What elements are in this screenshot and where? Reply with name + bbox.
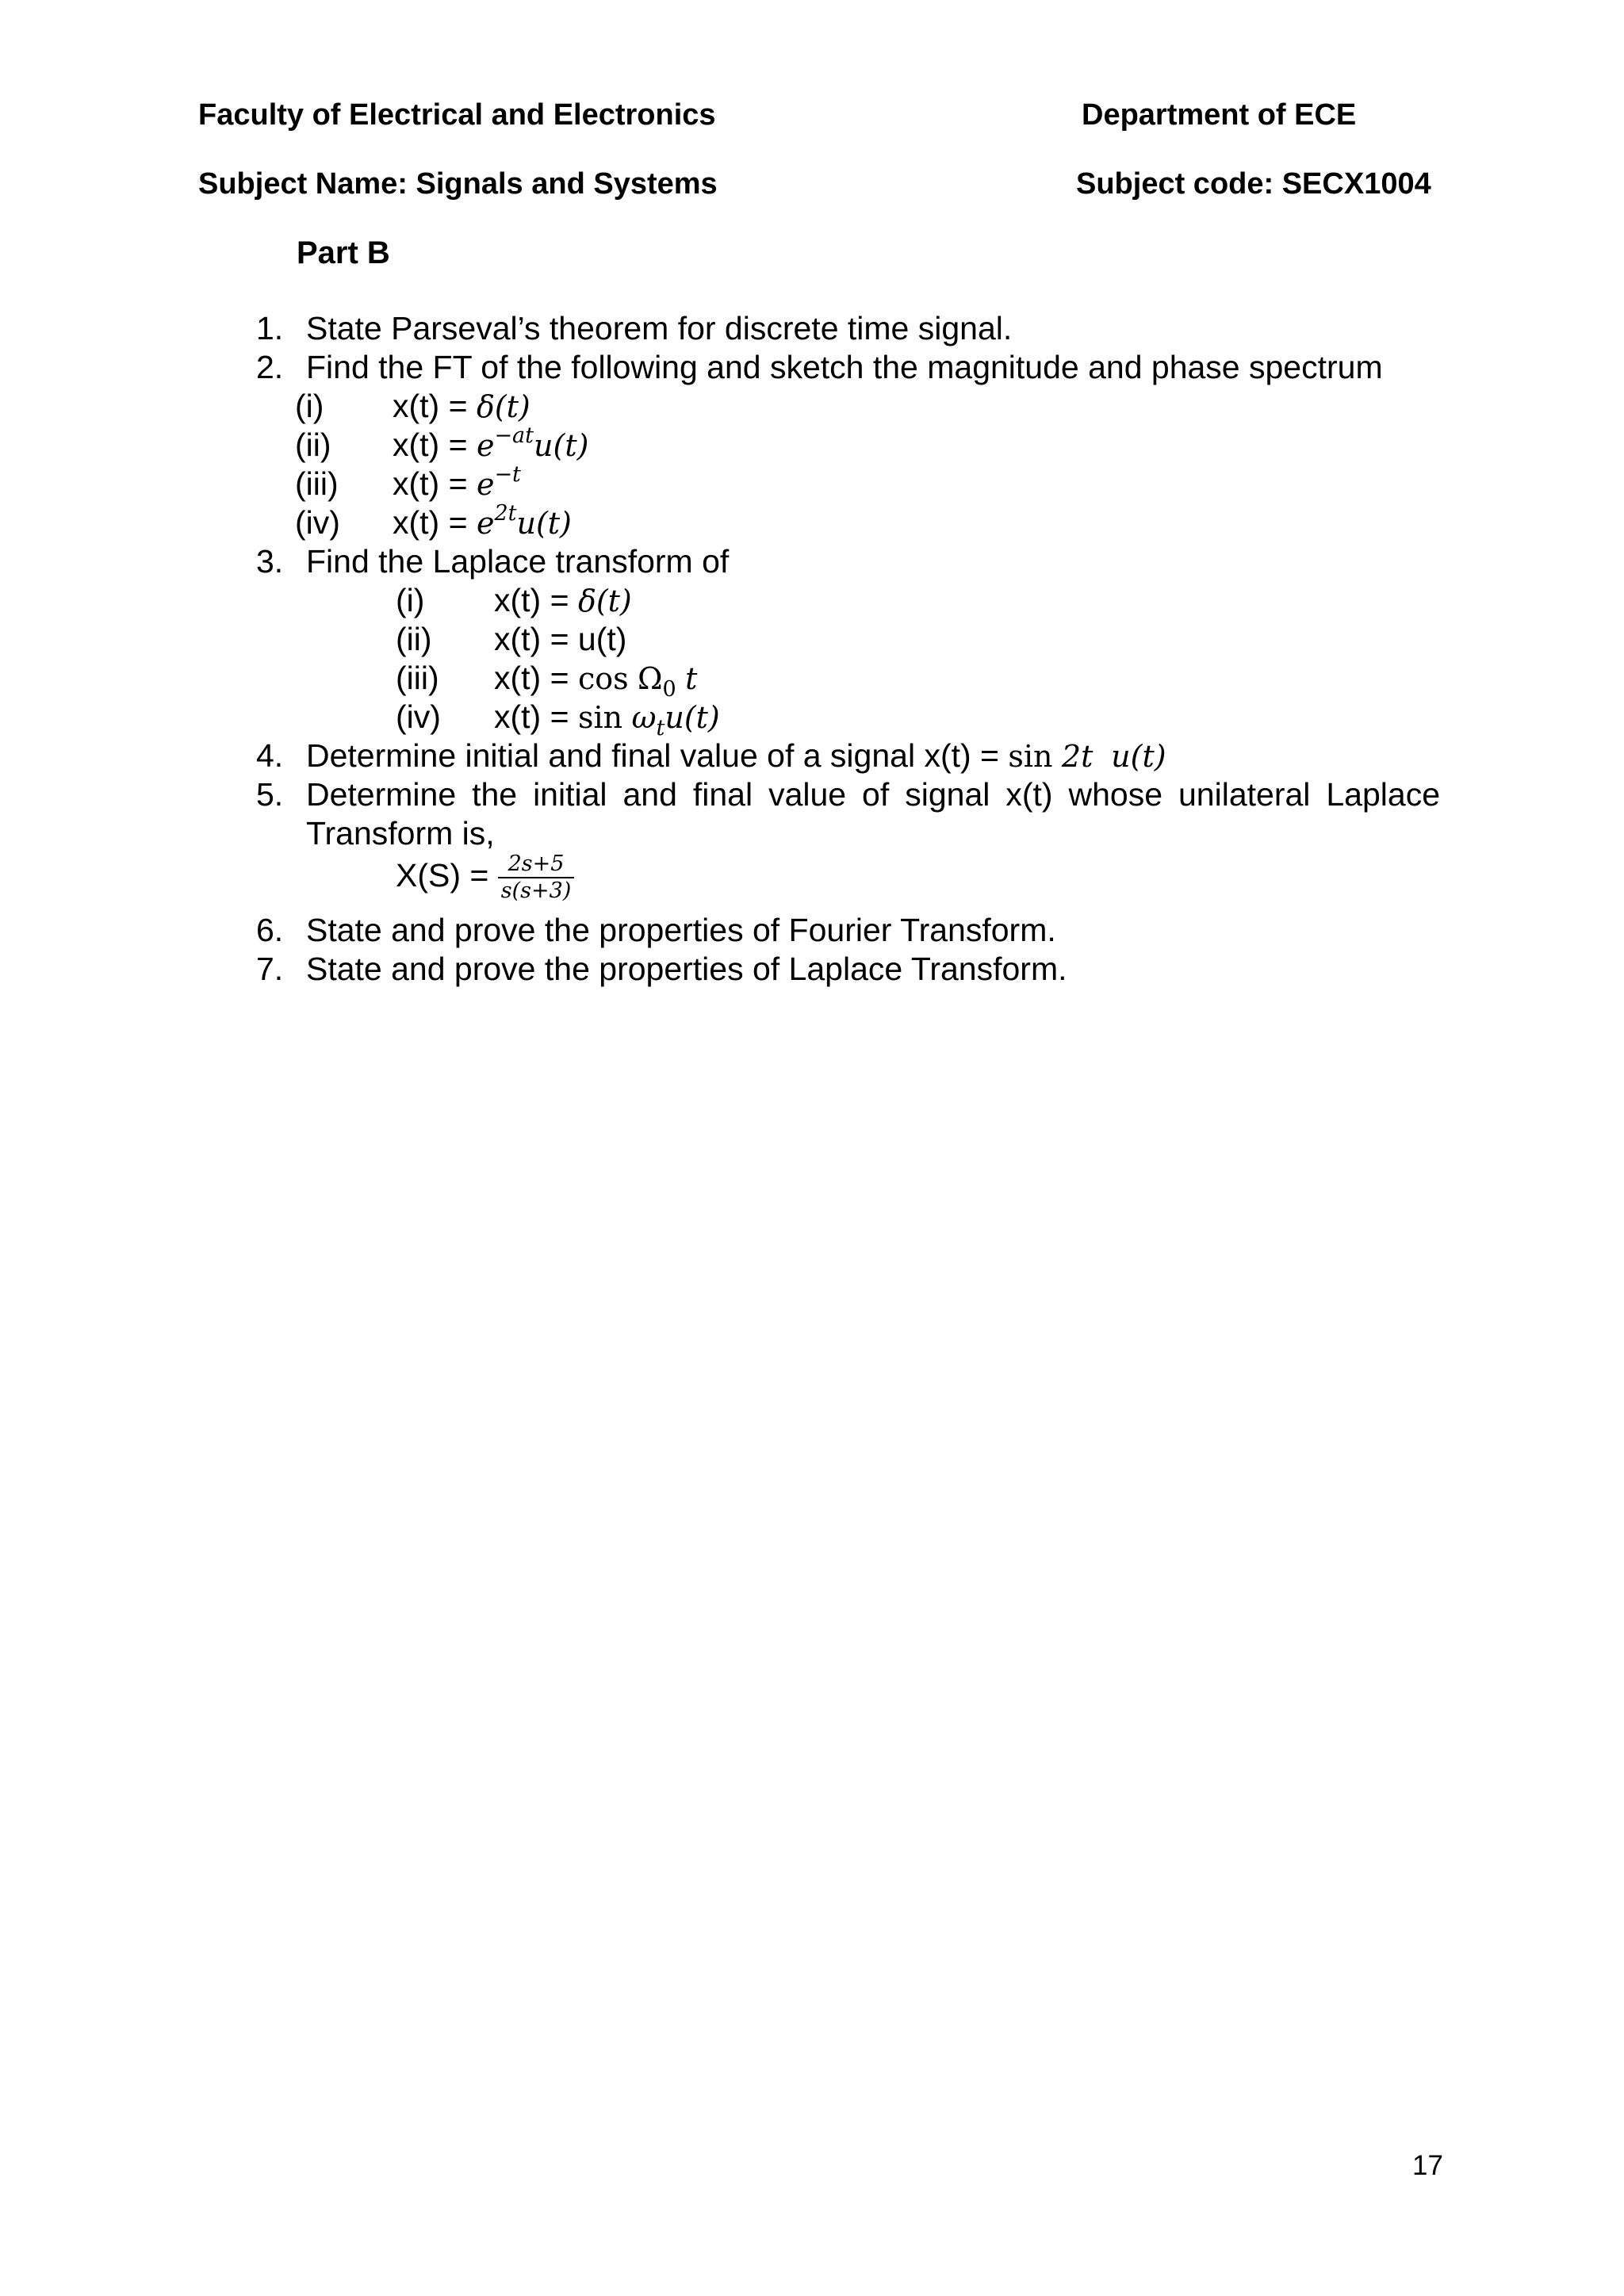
q3-item-2-label: (ii): [396, 621, 432, 657]
department-heading: Department of ECE: [1082, 98, 1357, 132]
q2-item-4-expression: $x(t) = e^{2t}u(t)$: [393, 501, 572, 541]
question-4-number: 4.: [256, 737, 284, 774]
q3-item-4-label: (iv): [396, 698, 441, 735]
q3-item-1-expression: x(t) = δ(t): [494, 582, 632, 618]
question-6-text: State and prove the properties of Fourier Transform.: [306, 912, 1056, 948]
q3-item-3-expression: $x(t) = \cos \Omega_0$ t: [494, 660, 698, 702]
q2-item-1-expression: x(t) = δ(t): [393, 388, 530, 424]
q2-item-4-label: (iv): [295, 504, 340, 541]
part-title: Part B: [297, 235, 390, 270]
question-5-line-2: Transform is,: [306, 815, 495, 851]
question-3-text: Find the Laplace transform of: [306, 543, 730, 580]
question-7-text: State and prove the properties of Laplace Transform.: [306, 951, 1067, 987]
q2-item-1-label: (i): [295, 388, 324, 424]
fraction-numerator: 2s+5: [508, 851, 565, 876]
q2-item-2-label: (ii): [295, 427, 331, 463]
page-number: 17: [1412, 2150, 1443, 2181]
question-3-number: 3.: [256, 543, 284, 580]
q2-item-2-expression: $x(t) = e^{-at}u(t)$: [393, 423, 589, 463]
question-5-equation: X(S) = $\frac{2s+5}{s(s+3)}$: [396, 851, 574, 904]
question-5-number: 5.: [256, 776, 284, 813]
laplace-fraction: [498, 851, 575, 904]
q2-item-3-expression: $x(t) = e^{-t}$: [393, 462, 521, 502]
question-5-line-1: Determine the initial and final value of signal x(t) whose unilateral Laplace: [306, 776, 1440, 813]
q3-item-1-label: (i): [396, 582, 425, 618]
q3-item-4-expression: $x(t) = \sin \omega_tu(t)$: [494, 698, 720, 740]
faculty-heading: Faculty of Electrical and Electronics: [198, 98, 716, 132]
question-4-text: Determine initial and final value of a signal x(t) = sin 2t u(t): [306, 737, 1166, 774]
q3-item-2-expression: x(t) = u(t): [494, 621, 627, 657]
question-7-number: 7.: [256, 951, 284, 987]
question-6-number: 6.: [256, 912, 284, 948]
q2-item-3-label: (iii): [295, 465, 339, 502]
subject-name: Subject Name: Signals and Systems: [198, 167, 718, 201]
question-2-text: Find the FT of the following and sketch the magnitude and phase spectrum: [306, 349, 1383, 385]
fraction-denominator: s(s+3): [498, 877, 575, 904]
q3-item-3-label: (iii): [396, 660, 439, 696]
question-1-number: 1.: [256, 310, 284, 346]
question-2-number: 2.: [256, 349, 284, 385]
subject-code: Subject code: SECX1004: [1076, 167, 1431, 201]
question-1-text: State Parseval’s theorem for discrete time signal.: [306, 310, 1013, 346]
